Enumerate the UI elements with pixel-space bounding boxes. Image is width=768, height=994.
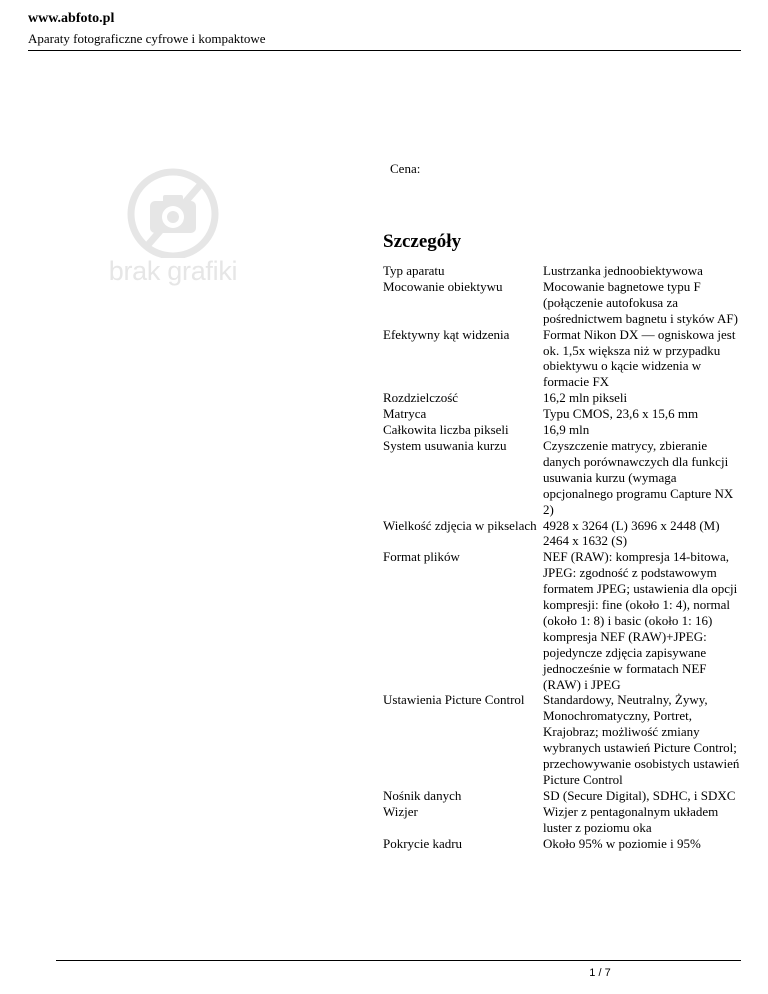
spec-value: 4928 x 3264 (L) 3696 x 2448 (M) 2464 x 1632 (S) [543,517,720,549]
header-divider [28,50,741,51]
spec-value: SD (Secure Digital), SDHC, i SDXC [543,787,736,803]
no-image-label: brak grafiki [108,256,238,286]
spec-key: Ustawienia Picture Control [383,692,525,708]
spec-key: Całkowita liczba pikseli [383,422,509,438]
spec-key: Mocowanie obiektywu [383,278,503,294]
spec-value: NEF (RAW): kompresja 14-bitowa, JPEG: zgodność z podstawowym formatem JPEG; ustawienia dla opcji kompresji: fine (około 1: 4), normal (około 1: 8) i basic (około 1: 16) kompresja NEF (RAW)+JPEG: pojedyncze zdjęcia zapisywane jednocześnie w formatach NEF (RAW) i JPEG [543,549,738,692]
spec-value: Czyszczenie matrycy, zbieranie danych porównawczych dla funkcji usuwania kurzu (wymaga opcjonalnego programu Capture NX 2) [543,437,734,517]
price-label: Cena: [390,161,421,176]
spec-row [383,788,743,804]
page-number: 1 / 7 [589,967,611,979]
camera-crossed-icon [104,168,242,258]
spec-value: Standardowy, Neutralny, Żywy, Monochromatyczny, Portret, Krajobraz; możliwość zmiany wybranych ustawień Picture Control; przechowywanie osobistych ustawień Picture Control [543,692,740,787]
spec-row [383,692,743,787]
specs-table [383,263,743,852]
spec-value: Około 95% w poziomie i 95% [543,835,701,851]
site-subtitle: Aparaty fotograficzne cyfrowe i kompaktowe [28,31,266,46]
spec-key: Format plików [383,549,460,565]
spec-row [383,390,743,406]
spec-key: Efektywny kąt widzenia [383,326,510,342]
spec-value: Format Nikon DX — ogniskowa jest ok. 1,5x większa niż w przypadku obiektywu o kącie widzenia w formacie FX [543,326,736,390]
spec-value: Mocowanie bagnetowe typu F (połączenie autofokusa za pośrednictwem bagnetu i styków AF) [543,278,738,326]
spec-value: Typu CMOS, 23,6 x 15,6 mm [543,406,699,422]
product-image-placeholder [104,168,242,298]
spec-row [383,438,743,518]
spec-row [383,422,743,438]
spec-key: Pokrycie kadru [383,835,463,851]
spec-value: Lustrzanka jednoobiektywowa [543,263,703,278]
spec-row [383,836,743,852]
spec-value: 16,9 mln [543,422,590,438]
site-title: www.abfoto.pl [28,11,115,26]
details-heading: Szczegóły [383,231,462,252]
spec-row [383,279,743,327]
spec-row [383,518,743,550]
spec-key: Nośnik danych [383,787,462,803]
spec-row [383,804,743,836]
spec-key: Matryca [383,406,427,422]
spec-key: Typ aparatu [383,263,445,278]
spec-key: System usuwania kurzu [383,437,507,453]
spec-key: Wielkość zdjęcia w pikselach [383,517,537,533]
footer-divider [56,960,741,961]
spec-row [383,263,743,279]
spec-row [383,406,743,422]
spec-key: Wizjer [383,803,418,819]
spec-value: 16,2 mln pikseli [543,390,628,406]
spec-key: Rozdzielczość [383,390,459,406]
spec-value: Wizjer z pentagonalnym układem luster z poziomu oka [543,803,719,835]
spec-row [383,549,743,692]
spec-row [383,327,743,391]
